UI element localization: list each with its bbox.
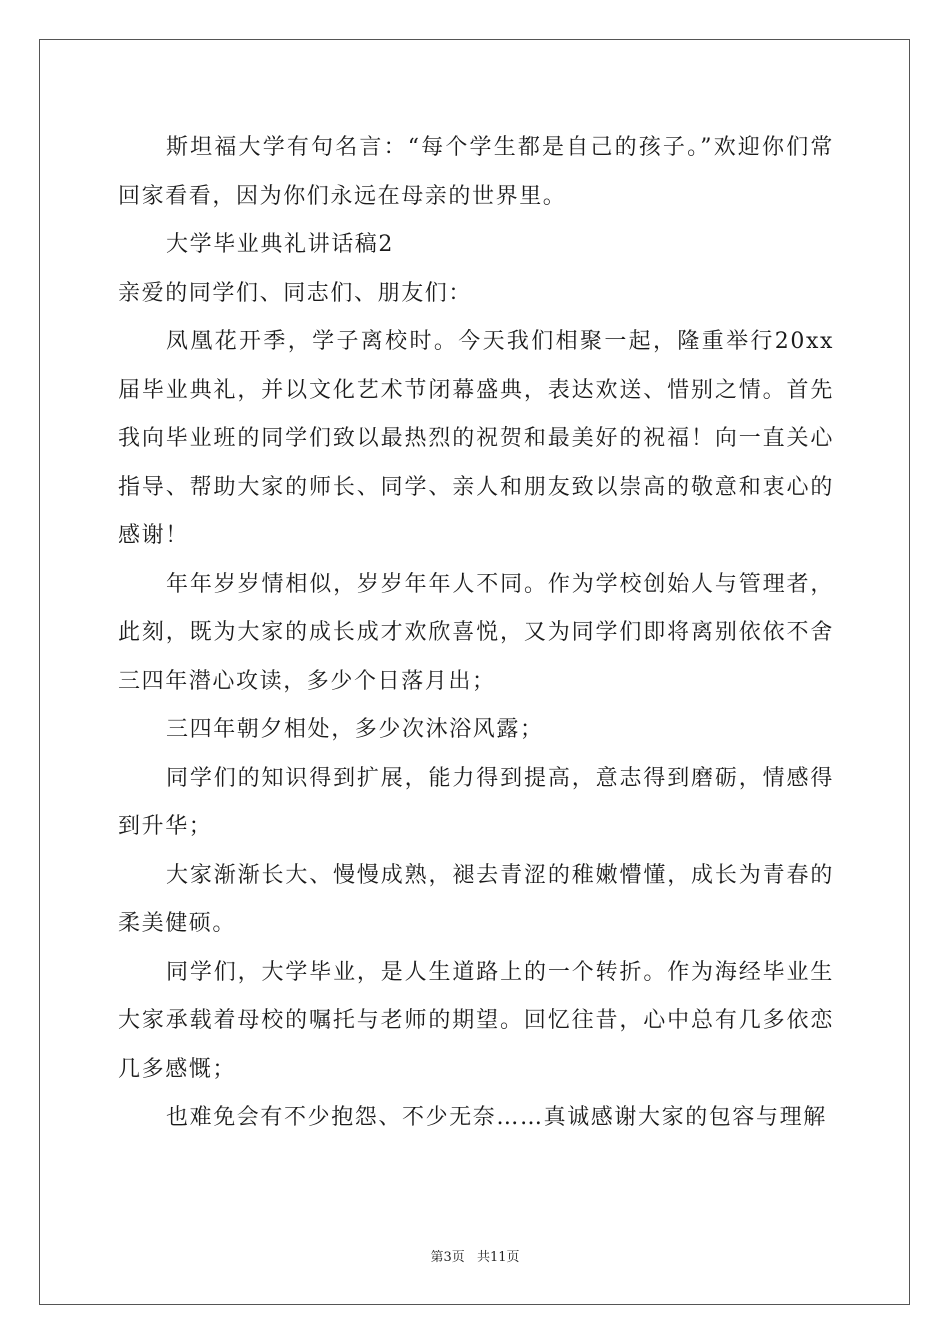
- section-heading: 大学毕业典礼讲话稿2: [166, 232, 394, 257]
- paragraph: 同学们的知识得到扩展，能力得到提高，意志得到磨砺，情感得到升华；: [118, 765, 834, 839]
- salutation: 亲爱的同学们、同志们、朋友们：: [118, 280, 473, 306]
- total-pages: 共11页: [476, 1250, 520, 1265]
- paragraph: 大家渐渐长大、慢慢成熟，褪去青涩的稚嫩懵懂，成长为青春的柔美健硕。: [118, 862, 834, 936]
- paragraph: 凤凰花开季，学子离校时。今天我们相聚一起，隆重举行20xx届毕业典礼，并以文化艺术节闭幕盛典，表达欢送、惜别之情。首先我向毕业班的同学们致以最热烈的祝贺和最美好的祝福！向一直关心指导、帮助大家的师长、同学、亲人和朋友致以崇高的敬意和衷心的感谢！: [118, 329, 834, 548]
- document-body: [118, 124, 834, 1143]
- page-footer: [0, 1246, 950, 1265]
- paragraph: 三四年朝夕相处，多少次沐浴风露；: [166, 717, 544, 742]
- paragraph: 也难免会有不少抱怨、不少无奈……真诚感谢大家的包容与理解: [166, 1105, 827, 1130]
- paragraph: 斯坦福大学有句名言：“每个学生都是自己的孩子。”欢迎你们常回家看看，因为你们永远在母亲的世界里。: [118, 135, 834, 209]
- paragraph: 年年岁岁情相似，岁岁年年人不同。作为学校创始人与管理者，此刻，既为大家的成长成才欢欣喜悦，又为同学们即将离别依依不舍三四年潜心攻读，多少个日落月出；: [118, 571, 834, 694]
- page-number: 第3页: [430, 1250, 465, 1265]
- paragraph: 同学们，大学毕业，是人生道路上的一个转折。作为海经毕业生大家承载着母校的嘱托与老师的期望。回忆往昔，心中总有几多依恋几多感慨；: [118, 959, 834, 1082]
